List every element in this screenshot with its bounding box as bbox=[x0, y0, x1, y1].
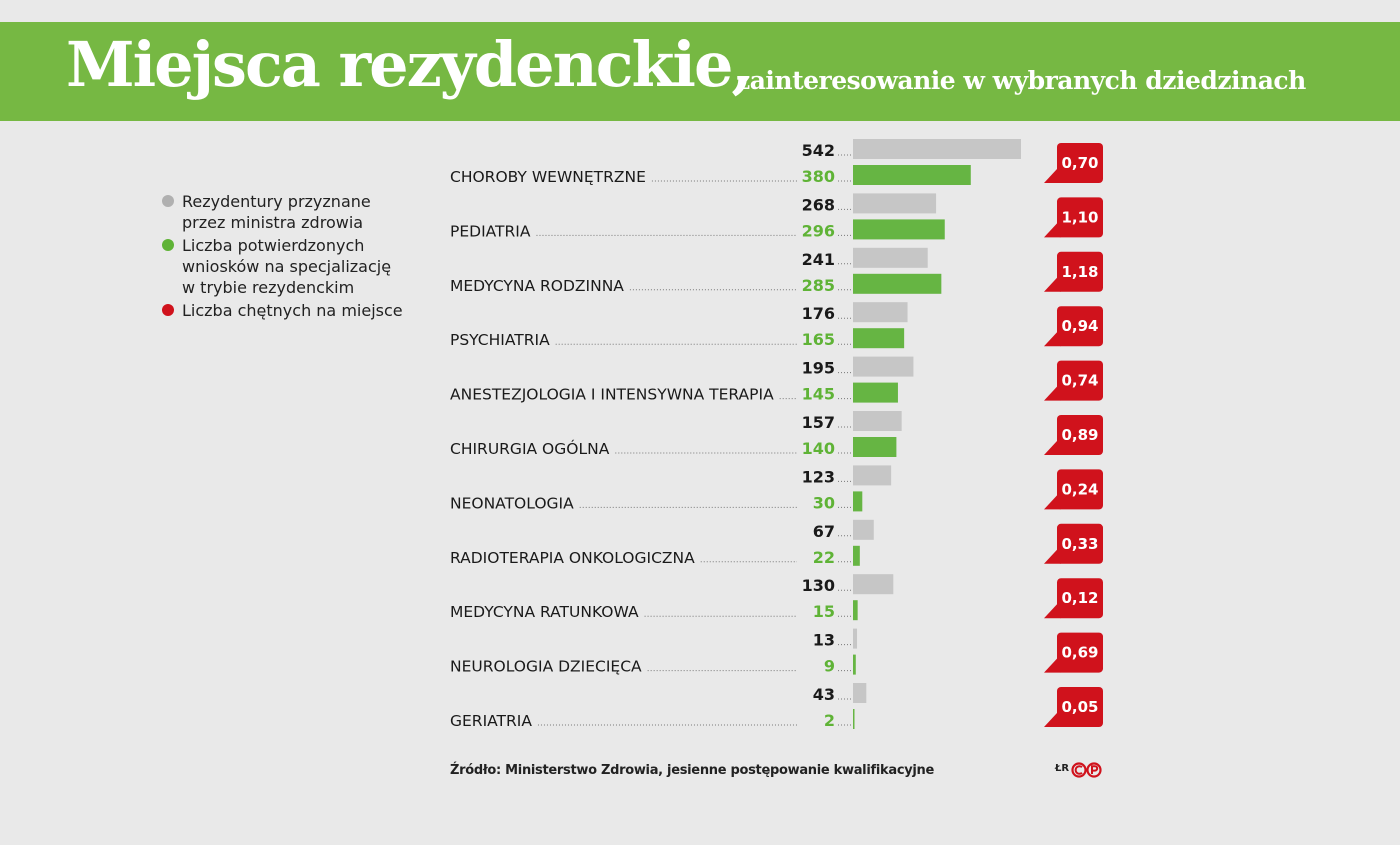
bar-granted bbox=[853, 683, 866, 703]
category-label: MEDYCYNA RODZINNA bbox=[450, 276, 624, 295]
bar-granted bbox=[853, 139, 1021, 159]
ratio-label: 0,74 bbox=[1061, 371, 1099, 390]
publisher-logo-icon bbox=[1071, 762, 1103, 778]
bar-applications bbox=[853, 600, 858, 620]
bar-granted bbox=[853, 574, 893, 594]
ratio-label: 1,18 bbox=[1061, 262, 1099, 281]
ratio-label: 0,24 bbox=[1061, 480, 1099, 499]
value-label-granted: 542 bbox=[801, 141, 835, 160]
value-label-applications: 9 bbox=[823, 656, 835, 676]
ratio-label: 0,94 bbox=[1061, 317, 1099, 336]
ratio-label: 0,05 bbox=[1061, 698, 1099, 716]
category-label: PEDIATRIA bbox=[450, 222, 531, 241]
value-label-applications: 22 bbox=[812, 547, 835, 567]
ratio-label: 0,33 bbox=[1061, 534, 1099, 553]
value-label-applications: 380 bbox=[801, 167, 835, 186]
bar-applications bbox=[853, 546, 860, 566]
value-label-applications: 165 bbox=[801, 330, 835, 350]
category-label: RADIOTERAPIA ONKOLOGICZNA bbox=[450, 548, 695, 567]
bar-applications bbox=[853, 437, 896, 457]
value-label-granted: 43 bbox=[812, 685, 835, 704]
value-label-granted: 67 bbox=[812, 521, 835, 541]
bar-granted bbox=[853, 465, 891, 485]
bar-applications bbox=[853, 165, 971, 185]
bar-granted bbox=[853, 411, 902, 431]
bar-applications bbox=[853, 709, 855, 729]
bar-applications bbox=[853, 383, 898, 403]
value-label-granted: 241 bbox=[801, 249, 835, 269]
chart-subtitle: zainteresowanie w wybranych dziedzinach bbox=[736, 66, 1306, 95]
category-label: MEDYCYNA RATUNKOWA bbox=[450, 603, 639, 622]
ratio-label: 0,69 bbox=[1061, 643, 1099, 662]
value-label-granted: 157 bbox=[801, 413, 835, 432]
ratio-label: 1,10 bbox=[1061, 208, 1099, 227]
category-label: NEUROLOGIA DZIECIĘCA bbox=[450, 657, 642, 676]
value-label-granted: 176 bbox=[801, 304, 835, 324]
category-label: CHOROBY WEWNĘTRZNE bbox=[450, 168, 646, 186]
source-note: Źródło: Ministerstwo Zdrowia, jesienne postępowanie kwalifikacyjne bbox=[450, 763, 935, 778]
bar-granted bbox=[853, 357, 913, 377]
value-label-applications: 296 bbox=[801, 221, 835, 241]
chart-title: Miejsca rezydenckie, bbox=[66, 28, 751, 101]
ratio-label: 0,12 bbox=[1061, 589, 1099, 608]
ratio-label: 0,89 bbox=[1061, 426, 1099, 444]
bar-granted bbox=[853, 629, 857, 649]
category-label: NEONATOLOGIA bbox=[450, 494, 574, 513]
bar-applications bbox=[853, 274, 941, 294]
value-label-applications: 2 bbox=[823, 711, 835, 730]
bar-granted bbox=[853, 302, 908, 322]
value-label-granted: 195 bbox=[801, 358, 835, 378]
category-label: ANESTEZJOLOGIA I INTENSYWNA TERAPIA bbox=[450, 385, 774, 404]
bar-granted bbox=[853, 520, 874, 540]
legend-label: Rezydentury przyznane przez ministra zdrowia bbox=[182, 192, 371, 232]
author-credit: ŁR bbox=[1055, 763, 1070, 774]
value-label-granted: 130 bbox=[801, 576, 835, 596]
value-label-applications: 285 bbox=[801, 275, 835, 295]
bar-granted bbox=[853, 193, 936, 213]
category-label: PSYCHIATRIA bbox=[450, 331, 550, 350]
bar-granted bbox=[853, 248, 928, 268]
bar-applications bbox=[853, 655, 856, 675]
category-label: CHIRURGIA OGÓLNA bbox=[450, 440, 610, 458]
category-label: GERIATRIA bbox=[450, 712, 532, 730]
value-label-granted: 123 bbox=[801, 467, 835, 487]
ratio-label: 0,70 bbox=[1061, 154, 1099, 172]
legend-label: Liczba chętnych na miejsce bbox=[182, 301, 403, 320]
value-label-applications: 145 bbox=[801, 384, 835, 404]
value-label-applications: 15 bbox=[812, 602, 835, 622]
value-label-applications: 30 bbox=[812, 493, 835, 513]
bar-applications bbox=[853, 219, 945, 239]
bar-applications bbox=[853, 491, 862, 511]
value-label-granted: 13 bbox=[812, 630, 835, 650]
legend-label: Liczba potwierdzonych wniosków na specjalizację w trybie rezydenckim bbox=[182, 236, 392, 297]
value-label-applications: 140 bbox=[801, 439, 835, 458]
bar-applications bbox=[853, 328, 904, 348]
value-label-granted: 268 bbox=[801, 195, 835, 215]
